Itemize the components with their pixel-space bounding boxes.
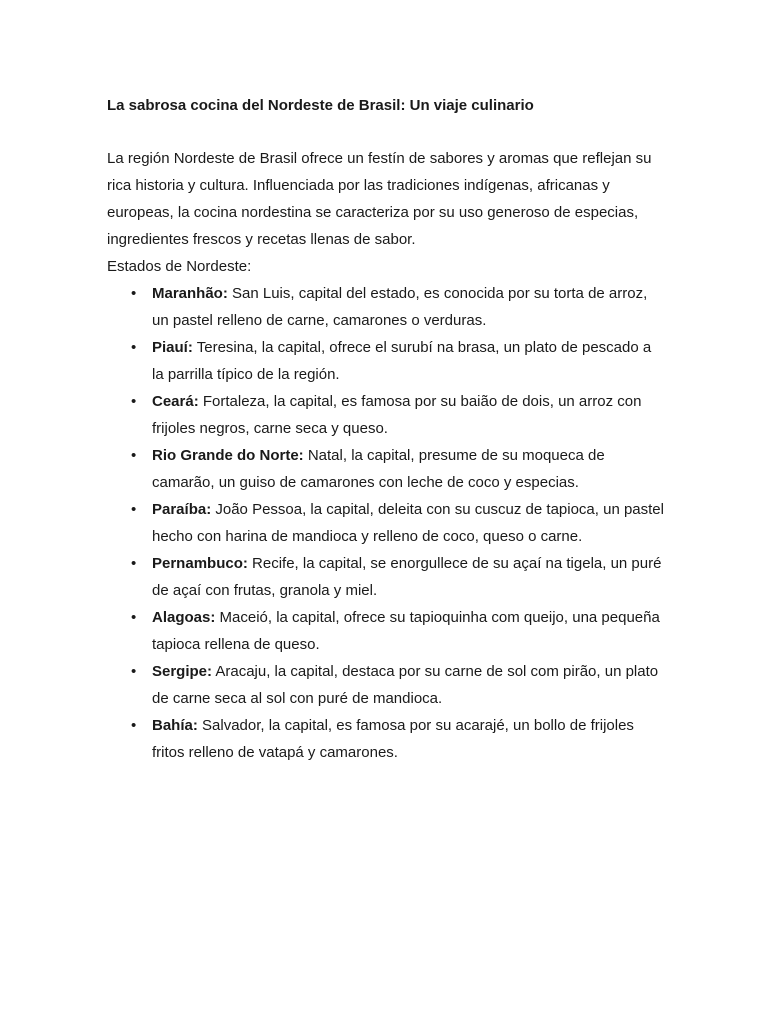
- document-title: La sabrosa cocina del Nordeste de Brasil: Un viaje culinario: [107, 97, 534, 114]
- state-name: Pernambuco:: [152, 555, 248, 572]
- bullet-icon: •: [131, 447, 137, 464]
- bullet-icon: •: [131, 609, 137, 626]
- state-description: Salvador, la capital, es famosa por su acarajé, un bollo de frijoles fritos relleno de vatapá y camarones.: [152, 717, 634, 761]
- list-item-alagoas: [107, 604, 667, 658]
- bullet-icon: •: [131, 663, 137, 680]
- list-item-paraiba: [107, 496, 667, 550]
- state-name: Bahía:: [152, 717, 198, 734]
- intro-paragraph: La región Nordeste de Brasil ofrece un festín de sabores y aromas que reflejan su rica historia y cultura. Influenciada por las tradiciones indígenas, africanas y europeas, la cocina nordestina se caracteriza por su uso generoso de especias, ingredientes frescos y recetas llenas de sabor.: [107, 150, 652, 248]
- list-item-sergipe: [107, 658, 667, 712]
- state-description: Maceió, la capital, ofrece su tapioquinha com queijo, una pequeña tapioca rellena de queso.: [152, 609, 660, 653]
- state-name: Maranhão:: [152, 285, 228, 302]
- list-item-pernambuco: [107, 550, 667, 604]
- bullet-icon: •: [131, 717, 137, 734]
- state-name: Alagoas:: [152, 609, 216, 626]
- state-description: Aracaju, la capital, destaca por su carne de sol com pirão, un plato de carne seca al sol con puré de mandioca.: [152, 663, 659, 707]
- state-name: Sergipe:: [152, 663, 213, 680]
- state-description: Recife, la capital, se enorgullece de su açaí na tigela, un puré de açaí con frutas, granola y miel.: [152, 555, 662, 599]
- state-description: Teresina, la capital, ofrece el surubí na brasa, un plato de pescado a la parrilla típico de la región.: [152, 339, 652, 383]
- state-name: Ceará:: [152, 393, 199, 410]
- states-list: [107, 280, 667, 766]
- bullet-icon: •: [131, 393, 137, 410]
- bullet-icon: •: [131, 339, 137, 356]
- state-description: Fortaleza, la capital, es famosa por su baião de dois, un arroz con frijoles negros, carne seca y queso.: [152, 393, 642, 437]
- state-description: San Luis, capital del estado, es conocida por su torta de arroz, un pastel relleno de carne, camarones o verduras.: [152, 285, 648, 329]
- list-item-ceara: [107, 388, 667, 442]
- state-name: Paraíba:: [152, 501, 212, 518]
- state-description: João Pessoa, la capital, deleita con su cuscuz de tapioca, un pastel hecho con harina de mandioca y relleno de coco, queso o carne.: [152, 501, 664, 545]
- list-item-maranhao: [107, 280, 667, 334]
- state-name: Rio Grande do Norte:: [152, 447, 304, 464]
- document-body: [107, 92, 667, 766]
- list-item-piaui: [107, 334, 667, 388]
- bullet-icon: •: [131, 555, 137, 572]
- bullet-icon: •: [131, 285, 137, 302]
- state-description: Natal, la capital, presume de su moqueca de camarão, un guiso de camarones con leche de coco y especias.: [152, 447, 605, 491]
- states-heading: Estados de Nordeste:: [107, 258, 252, 275]
- list-item-rio-grande-do-norte: [107, 442, 667, 496]
- bullet-icon: •: [131, 501, 137, 518]
- state-name: Piauí:: [152, 339, 193, 356]
- list-item-bahia: [107, 712, 667, 766]
